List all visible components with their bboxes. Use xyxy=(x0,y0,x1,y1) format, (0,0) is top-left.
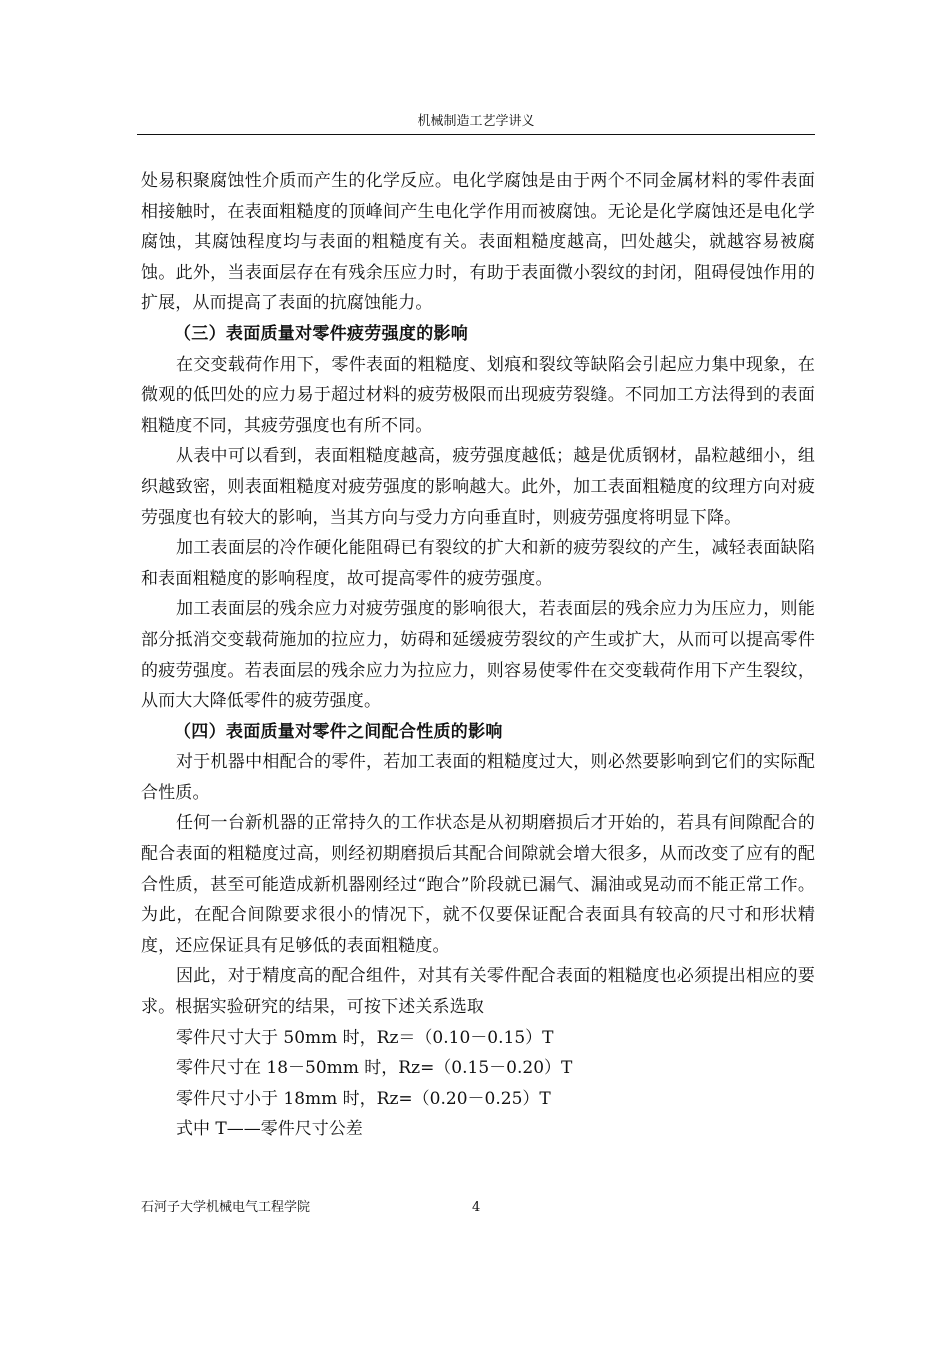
paragraph-corrosion-continued: 处易积聚腐蚀性介质而产生的化学反应。电化学腐蚀是由于两个不同金属材料的零件表面相接触时，在表面粗糙度的顶峰间产生电化学作用而被腐蚀。无论是化学腐蚀还是电化学腐蚀，其腐蚀程度均与表面的粗糙度有关。表面粗糙度越高，凹处越尖，就越容易被腐蚀。此外，当表面层存在有残余压应力时，有助于表面微小裂纹的封闭，阻碍侵蚀作用的扩展，从而提高了表面的抗腐蚀能力。 xyxy=(141,171,815,314)
paragraph-running-in: 任何一台新机器的正常持久的工作状态是从初期磨损后才开始的，若具有间隙配合的配合表面的粗糙度过高，则经初期磨损后其配合间隙就会增大很多，从而改变了应有的配合性质，甚至可能造成新机器刚经过“跑合”阶段就已漏气、漏油或晃动而不能正常工作。为此，在配合间隙要求很小的情况下，就不仅要保证配合表面具有较高的尺寸和形状精度，还应保证具有足够低的表面粗糙度。 xyxy=(141,813,815,956)
paragraph-requirements: 因此，对于精度高的配合组件，对其有关零件配合表面的粗糙度也必须提出相应的要求。根据实验研究的结果，可按下述关系选取 xyxy=(141,966,815,1018)
header-divider xyxy=(137,134,815,135)
page-number: 4 xyxy=(472,1200,481,1215)
paragraph-fatigue-table: 从表中可以看到，表面粗糙度越高，疲劳强度越低；越是优质钢材，晶粒越细小，组织越致密，则表面粗糙度对疲劳强度的影响越大。此外，加工表面粗糙度的纹理方向对疲劳强度也有较大的影响，当其方向与受力方向垂直时，则疲劳强度将明显下降。 xyxy=(141,446,815,528)
formula-line-over-50mm: 零件尺寸大于 50mm 时，Rz＝（0.10－0.15）T xyxy=(176,1027,554,1048)
formula-line-under-18mm: 零件尺寸小于 18mm 时，Rz=（0.20－0.25）T xyxy=(176,1088,551,1109)
footer-institution: 石河子大学机械电气工程学院 xyxy=(141,1200,311,1215)
paragraph-fatigue-intro: 在交变载荷作用下，零件表面的粗糙度、划痕和裂纹等缺陷会引起应力集中现象，在微观的低凹处的应力易于超过材料的疲劳极限而出现疲劳裂缝。不同加工方法得到的表面粗糙度不同，其疲劳强度也有所不同。 xyxy=(141,354,815,436)
paragraph-residual-stress: 加工表面层的残余应力对疲劳强度的影响很大，若表面层的残余应力为压应力，则能部分抵消交变载荷施加的拉应力，妨碍和延缓疲劳裂纹的产生或扩大，从而可以提高零件的疲劳强度。若表面层的残余应力为拉应力，则容易使零件在交变载荷作用下产生裂纹，从而大大降低零件的疲劳强度。 xyxy=(141,599,815,712)
formula-line-18-50mm: 零件尺寸在 18－50mm 时，Rz=（0.15－0.20）T xyxy=(176,1058,573,1079)
document-body xyxy=(141,166,815,1145)
formula-legend: 式中 T——零件尺寸公差 xyxy=(176,1119,363,1140)
section-heading-fatigue-strength: （三）表面质量对零件疲劳强度的影响 xyxy=(174,323,469,344)
page-header-title: 机械制造工艺学讲义 xyxy=(417,114,535,129)
paragraph-cold-hardening: 加工表面层的冷作硬化能阻碍已有裂纹的扩大和新的疲劳裂纹的产生，减轻表面缺陷和表面粗糙度的影响程度，故可提高零件的疲劳强度。 xyxy=(141,538,815,589)
paragraph-fit-intro: 对于机器中相配合的零件，若加工表面的粗糙度过大，则必然要影响到它们的实际配合性质。 xyxy=(141,752,815,803)
section-heading-fit-properties: （四）表面质量对零件之间配合性质的影响 xyxy=(174,721,503,742)
